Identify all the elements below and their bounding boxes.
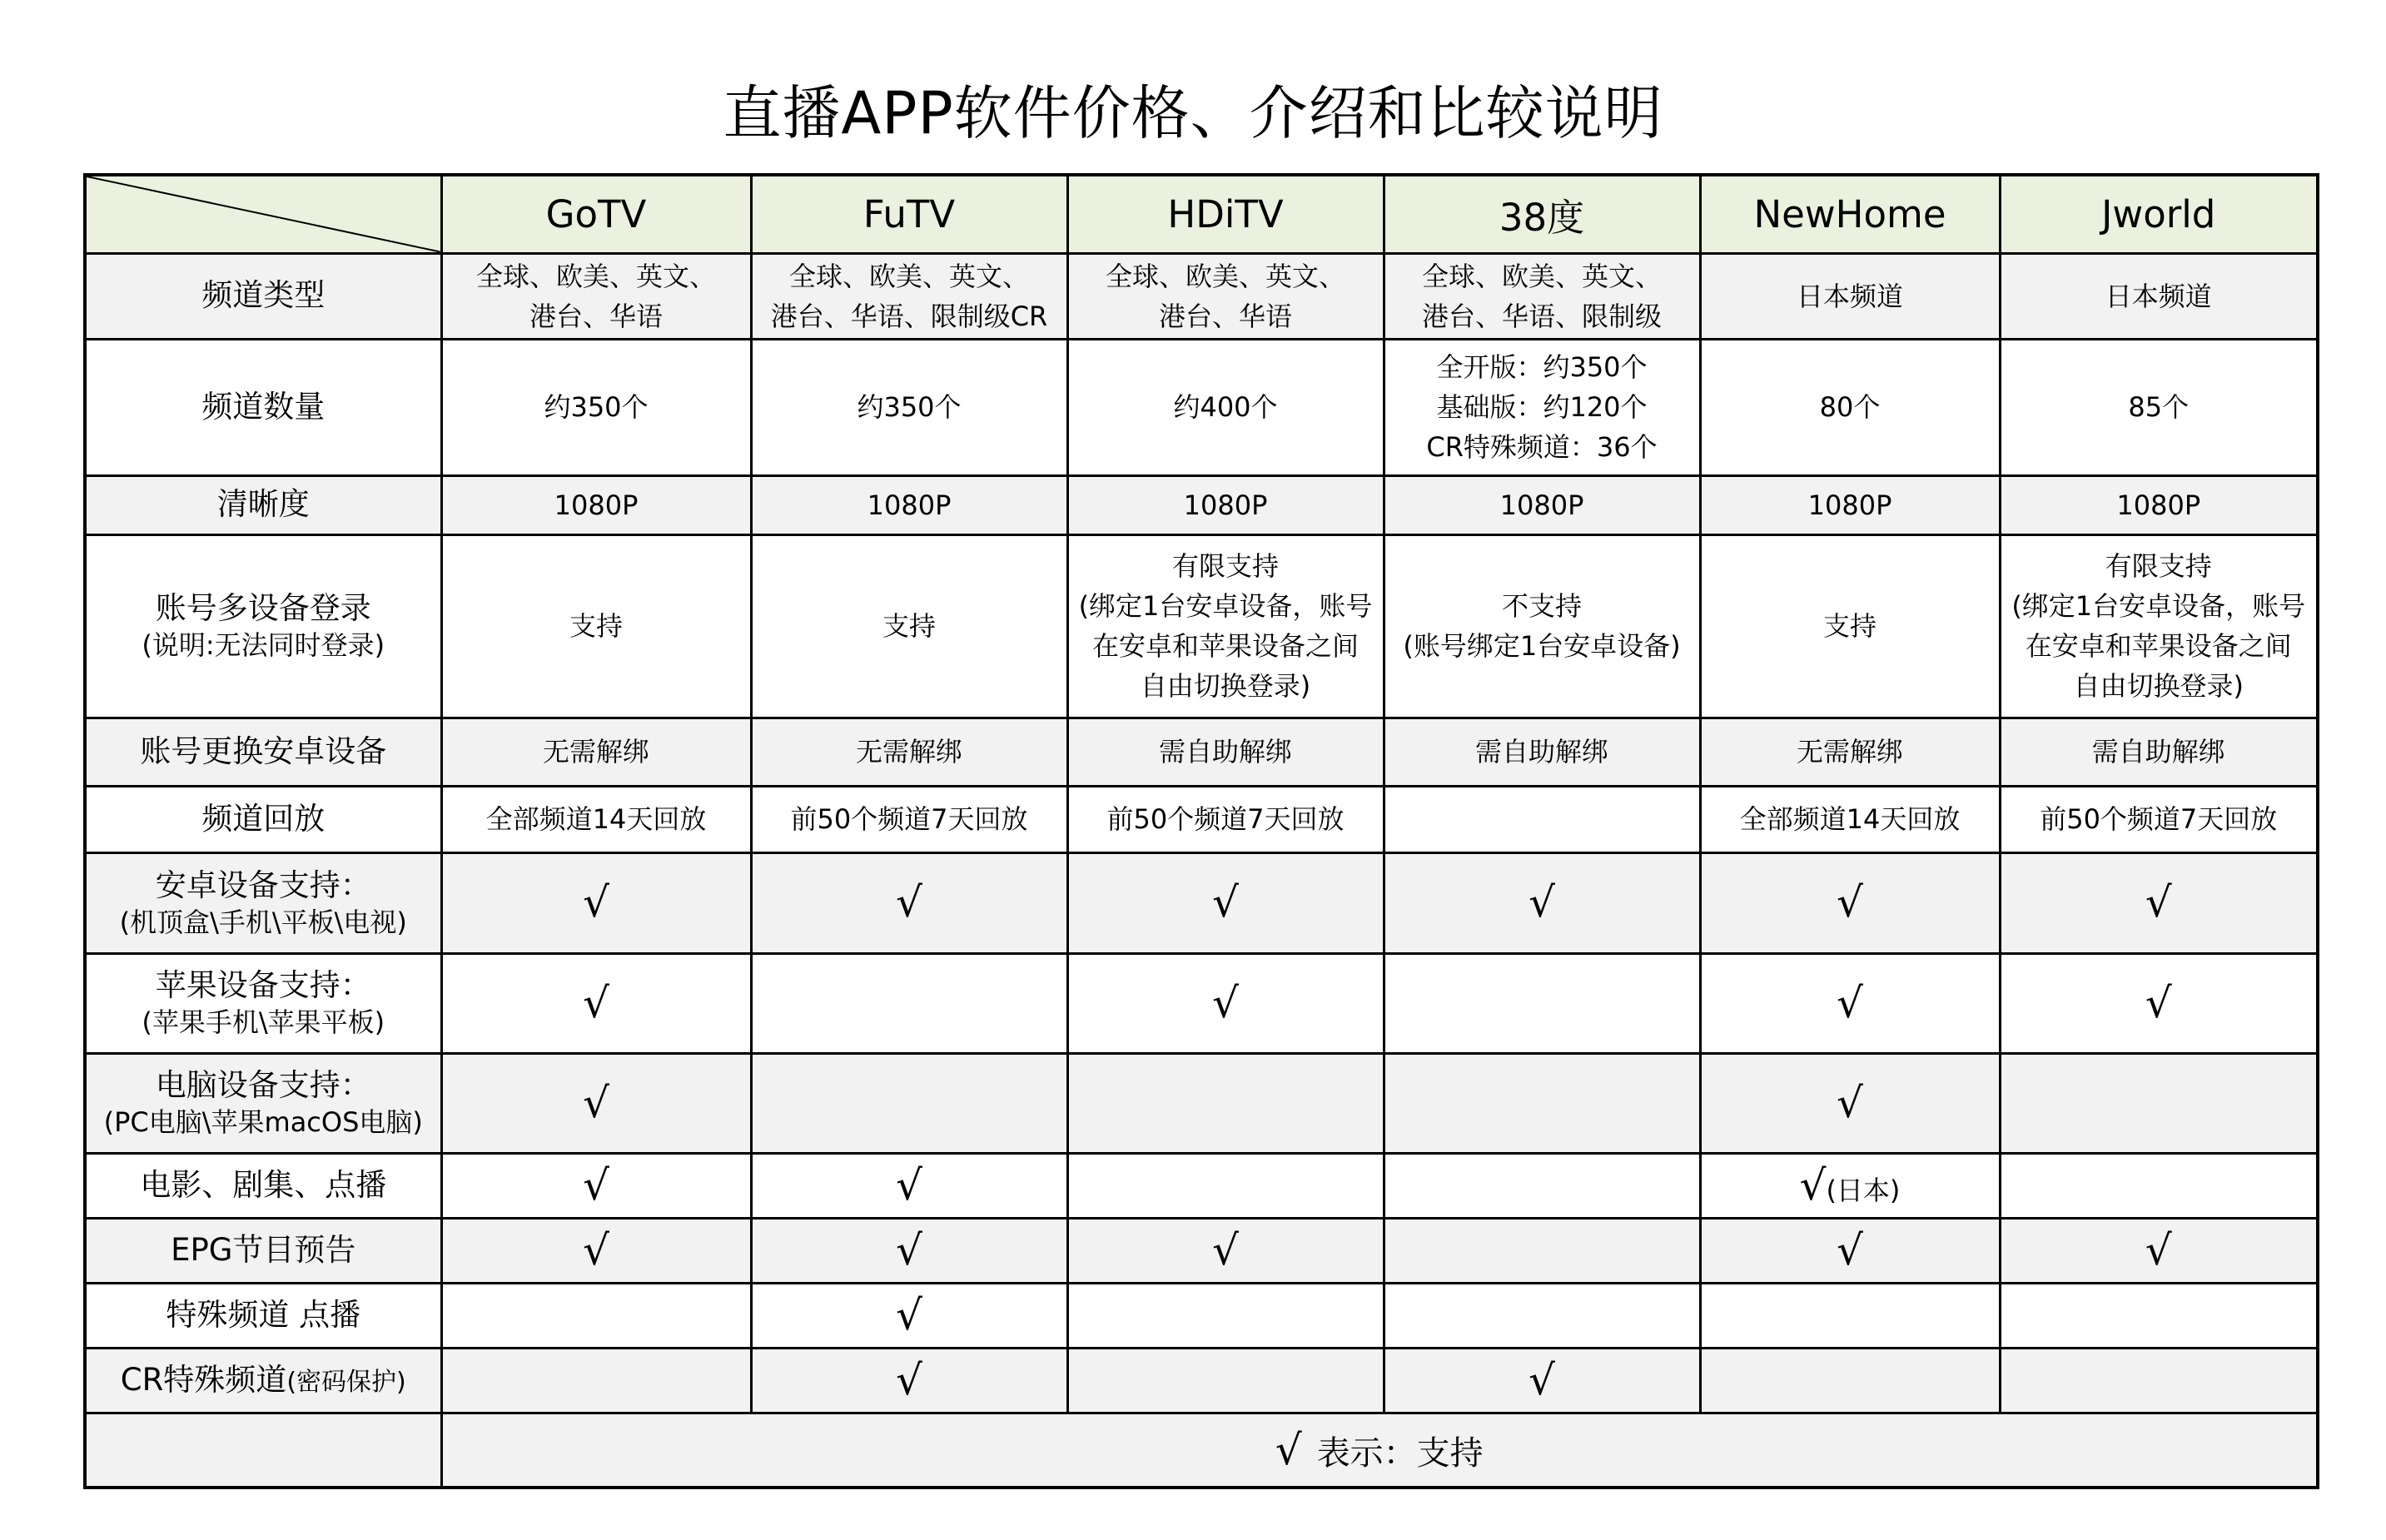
checkmark-icon: √ xyxy=(1529,1355,1555,1404)
cell-line: 港台、华语、限制级 xyxy=(1421,300,1662,332)
cell-android-futv xyxy=(751,852,1067,953)
checkmark-icon: √ xyxy=(1837,978,1863,1027)
cell-apple-gotv xyxy=(441,953,751,1053)
cell-cr-gotv xyxy=(441,1348,751,1413)
row-label-text: CR特殊频道 xyxy=(120,1361,287,1398)
checkmark-icon: √ xyxy=(1529,878,1555,926)
cell-vod-hditv xyxy=(1067,1153,1384,1218)
cell-epg-futv xyxy=(751,1218,1067,1283)
row-label xyxy=(85,339,441,475)
cell-change-device-38du: 需自助解绑 xyxy=(1384,718,1700,786)
cell-special-vod-hditv xyxy=(1067,1283,1384,1348)
row-apple xyxy=(85,953,2318,1053)
cell-pc-newhome xyxy=(1700,1053,2000,1153)
cell-line: 全球、欧美、英文、 xyxy=(1105,260,1345,292)
cell-apple-futv xyxy=(751,953,1067,1053)
checkmark-icon: √ xyxy=(1212,978,1239,1027)
cell-line: 80个 xyxy=(1819,391,1881,423)
cell-multi-login-futv xyxy=(751,534,1067,718)
checkmark-icon: √ xyxy=(1799,1160,1827,1210)
row-label-text: 电脑设备支持： xyxy=(155,1067,371,1104)
row-channel-type xyxy=(85,253,2318,339)
checkmark-icon: √ xyxy=(583,978,609,1027)
checkmark-icon: √ xyxy=(896,1290,922,1339)
checkmark-icon: √ xyxy=(1212,1225,1239,1274)
cell-channel-count-hditv xyxy=(1067,339,1384,475)
row-android xyxy=(85,852,2318,953)
row-label-text: 特殊频道 点播 xyxy=(166,1296,361,1333)
checkmark-icon: √ xyxy=(1837,1078,1863,1127)
corner-cell xyxy=(85,175,441,253)
cell-special-vod-jworld xyxy=(2000,1283,2318,1348)
cell-line: (账号绑定1台安卓设备) xyxy=(1403,630,1681,662)
legend-checkmark-icon: √ xyxy=(1275,1425,1302,1474)
cell-apple-hditv xyxy=(1067,953,1384,1053)
cell-playback-hditv: 前50个频道7天回放 xyxy=(1067,786,1384,852)
cell-apple-newhome xyxy=(1700,953,2000,1053)
cell-special-vod-38du xyxy=(1384,1283,1700,1348)
cell-epg-newhome xyxy=(1700,1218,2000,1283)
cell-android-hditv xyxy=(1067,852,1384,953)
cell-cr-38du xyxy=(1384,1348,1700,1413)
row-channel-count xyxy=(85,339,2318,475)
cell-pc-jworld xyxy=(2000,1053,2318,1153)
check-note: (日本) xyxy=(1826,1174,1901,1206)
row-label-text: 安卓设备支持： xyxy=(155,867,371,903)
cell-vod-gotv xyxy=(441,1153,751,1218)
cell-playback-jworld: 前50个频道7天回放 xyxy=(2000,786,2318,852)
checkmark-icon: √ xyxy=(896,1355,922,1404)
cell-channel-type-38du xyxy=(1384,253,1700,339)
cell-line: 港台、华语 xyxy=(1158,300,1292,332)
cell-playback-38du xyxy=(1384,786,1700,852)
row-label xyxy=(85,1218,441,1283)
cell-pc-gotv xyxy=(441,1053,751,1153)
cell-cr-jworld xyxy=(2000,1348,2318,1413)
cell-multi-login-newhome xyxy=(1700,534,2000,718)
legend-text: 表示：支持 xyxy=(1316,1433,1484,1473)
cell-line: 在安卓和苹果设备之间 xyxy=(1091,630,1359,662)
cell-line: 有限支持 xyxy=(2105,550,2212,582)
row-cr xyxy=(85,1348,2318,1413)
row-special-vod xyxy=(85,1283,2318,1348)
cell-android-38du xyxy=(1384,852,1700,953)
cell-multi-login-38du xyxy=(1384,534,1700,718)
cell-line: 全球、欧美、英文、 xyxy=(475,260,716,292)
cell-playback-futv: 前50个频道7天回放 xyxy=(751,786,1067,852)
cell-channel-type-newhome xyxy=(1700,253,2000,339)
cell-line: 全球、欧美、英文、 xyxy=(788,260,1029,292)
checkmark-icon: √ xyxy=(896,1225,922,1274)
checkmark-icon: √ xyxy=(2145,878,2172,926)
checkmark-icon: √ xyxy=(896,1160,922,1210)
row-sublabel: (苹果手机\苹果平板) xyxy=(142,1006,385,1039)
cell-channel-type-gotv xyxy=(441,253,751,339)
cell-change-device-hditv: 需自助解绑 xyxy=(1067,718,1384,786)
cell-line: 自由切换登录) xyxy=(2073,670,2244,702)
row-label-text: 频道回放 xyxy=(201,800,326,837)
cell-android-jworld xyxy=(2000,852,2318,953)
cell-line: 不支持 xyxy=(1501,590,1582,622)
row-label xyxy=(85,718,441,786)
checkmark-icon: √ xyxy=(583,878,609,926)
cell-line: 在安卓和苹果设备之间 xyxy=(2025,630,2292,662)
row-vod xyxy=(85,1153,2318,1218)
cell-multi-login-gotv xyxy=(441,534,751,718)
cell-line: 港台、华语、限制级CR xyxy=(770,300,1048,332)
cell-vod-jworld xyxy=(2000,1153,2318,1218)
row-multi-login xyxy=(85,534,2318,718)
cell-line: 支持 xyxy=(569,610,623,642)
row-label-text: 账号更换安卓设备 xyxy=(140,733,387,769)
checkmark-icon: √ xyxy=(1212,878,1239,926)
checkmark-icon: √ xyxy=(2145,978,2172,1027)
row-label xyxy=(85,852,441,953)
cell-line: 支持 xyxy=(1822,610,1876,642)
cell-channel-type-hditv xyxy=(1067,253,1384,339)
cell-vod-38du xyxy=(1384,1153,1700,1218)
cell-line: CR特殊频道：36个 xyxy=(1426,431,1658,463)
cell-resolution-jworld: 1080P xyxy=(2000,475,2318,534)
cell-channel-type-jworld xyxy=(2000,253,2318,339)
cell-channel-count-jworld xyxy=(2000,339,2318,475)
cell-resolution-38du: 1080P xyxy=(1384,475,1700,534)
cell-resolution-gotv: 1080P xyxy=(441,475,751,534)
row-label-text: 清晰度 xyxy=(216,486,310,523)
cell-line: 自由切换登录) xyxy=(1140,670,1311,702)
row-label xyxy=(85,786,441,852)
row-label-text: 苹果设备支持： xyxy=(155,967,371,1004)
cell-epg-gotv xyxy=(441,1218,751,1283)
cell-line: 基础版：约120个 xyxy=(1436,391,1648,423)
cell-playback-newhome: 全部频道14天回放 xyxy=(1700,786,2000,852)
cell-line: 日本频道 xyxy=(2105,280,2212,312)
cell-vod-newhome xyxy=(1700,1153,2000,1218)
checkmark-icon: √ xyxy=(583,1160,609,1210)
cell-android-newhome xyxy=(1700,852,2000,953)
row-label-text: EPG节目预告 xyxy=(171,1231,356,1268)
cell-line: 全开版：约350个 xyxy=(1436,351,1648,383)
cell-line: 支持 xyxy=(882,610,936,642)
row-label xyxy=(85,1153,441,1218)
cell-line: 约350个 xyxy=(544,391,649,423)
row-label xyxy=(85,253,441,339)
cell-line: 约400个 xyxy=(1173,391,1278,423)
app-header-jworld: Jworld xyxy=(2000,175,2318,253)
cell-change-device-futv: 无需解绑 xyxy=(751,718,1067,786)
app-header-hditv: HDiTV xyxy=(1067,175,1384,253)
row-label-text: 频道数量 xyxy=(201,388,326,425)
cell-line: 日本频道 xyxy=(1796,280,1903,312)
cell-special-vod-futv xyxy=(751,1283,1067,1348)
row-label xyxy=(85,534,441,718)
row-change-device xyxy=(85,718,2318,786)
app-header-newhome: NewHome xyxy=(1700,175,2000,253)
row-sublabel: (机顶盒\手机\平板\电视) xyxy=(119,906,407,938)
cell-resolution-futv: 1080P xyxy=(751,475,1067,534)
cell-vod-futv xyxy=(751,1153,1067,1218)
cell-change-device-newhome: 无需解绑 xyxy=(1700,718,2000,786)
row-label-text: 账号多设备登录 xyxy=(155,590,371,627)
cell-apple-38du xyxy=(1384,953,1700,1053)
checkmark-icon: √ xyxy=(2145,1225,2172,1274)
cell-line: 85个 xyxy=(2128,391,2190,423)
cell-line: 港台、华语 xyxy=(529,300,663,332)
app-header-38du: 38度 xyxy=(1384,175,1700,253)
checkmark-icon: √ xyxy=(583,1225,609,1274)
cell-pc-hditv xyxy=(1067,1053,1384,1153)
row-label xyxy=(85,1053,441,1153)
cell-line: (绑定1台安卓设备，账号 xyxy=(1078,590,1373,622)
checkmark-icon: √ xyxy=(896,878,922,926)
row-label xyxy=(85,475,441,534)
row-resolution xyxy=(85,475,2318,534)
cell-special-vod-newhome xyxy=(1700,1283,2000,1348)
cell-playback-gotv: 全部频道14天回放 xyxy=(441,786,751,852)
cell-change-device-jworld: 需自助解绑 xyxy=(2000,718,2318,786)
cell-multi-login-jworld xyxy=(2000,534,2318,718)
cell-resolution-hditv: 1080P xyxy=(1067,475,1384,534)
cell-line: 全球、欧美、英文、 xyxy=(1421,260,1662,292)
cell-epg-38du xyxy=(1384,1218,1700,1283)
cell-cr-newhome xyxy=(1700,1348,2000,1413)
row-label xyxy=(85,953,441,1053)
checkmark-icon: √ xyxy=(1837,878,1863,926)
cell-pc-38du xyxy=(1384,1053,1700,1153)
cell-channel-count-newhome xyxy=(1700,339,2000,475)
cell-channel-count-gotv xyxy=(441,339,751,475)
cell-pc-futv xyxy=(751,1053,1067,1153)
checkmark-icon: √ xyxy=(1837,1225,1863,1274)
page-title: 直播APP软件价格、介绍和比较说明 xyxy=(723,79,1663,147)
cell-multi-login-hditv xyxy=(1067,534,1384,718)
cell-line: 有限支持 xyxy=(1171,550,1279,582)
row-playback xyxy=(85,786,2318,852)
app-header-futv: FuTV xyxy=(751,175,1067,253)
comparison-table xyxy=(83,173,2319,1489)
row-epg xyxy=(85,1218,2318,1283)
row-label-note: (密码保护) xyxy=(286,1367,406,1397)
legend-cell xyxy=(441,1413,2318,1488)
cell-special-vod-gotv xyxy=(441,1283,751,1348)
row-pc xyxy=(85,1053,2318,1153)
diagonal-line xyxy=(87,176,440,252)
row-sublabel: (说明:无法同时登录) xyxy=(142,629,385,662)
cell-channel-count-futv xyxy=(751,339,1067,475)
cell-apple-jworld xyxy=(2000,953,2318,1053)
cell-channel-count-38du xyxy=(1384,339,1700,475)
row-label-text: 电影、剧集、点播 xyxy=(140,1166,387,1203)
row-label xyxy=(85,1348,441,1413)
cell-resolution-newhome: 1080P xyxy=(1700,475,2000,534)
cell-change-device-gotv: 无需解绑 xyxy=(441,718,751,786)
cell-android-gotv xyxy=(441,852,751,953)
cell-cr-hditv xyxy=(1067,1348,1384,1413)
cell-epg-jworld xyxy=(2000,1218,2318,1283)
legend-row xyxy=(85,1413,2318,1488)
cell-epg-hditv xyxy=(1067,1218,1384,1283)
cell-line: 约350个 xyxy=(857,391,962,423)
legend-empty-cell xyxy=(85,1413,441,1488)
cell-line: (绑定1台安卓设备，账号 xyxy=(2011,590,2306,622)
checkmark-icon: √ xyxy=(583,1078,609,1127)
row-label xyxy=(85,1283,441,1348)
cell-cr-futv xyxy=(751,1348,1067,1413)
header-row xyxy=(85,175,2318,253)
cell-channel-type-futv xyxy=(751,253,1067,339)
row-sublabel: (PC电脑\苹果macOS电脑) xyxy=(103,1106,423,1139)
app-header-gotv: GoTV xyxy=(441,175,751,253)
row-label-text: 频道类型 xyxy=(201,277,326,314)
